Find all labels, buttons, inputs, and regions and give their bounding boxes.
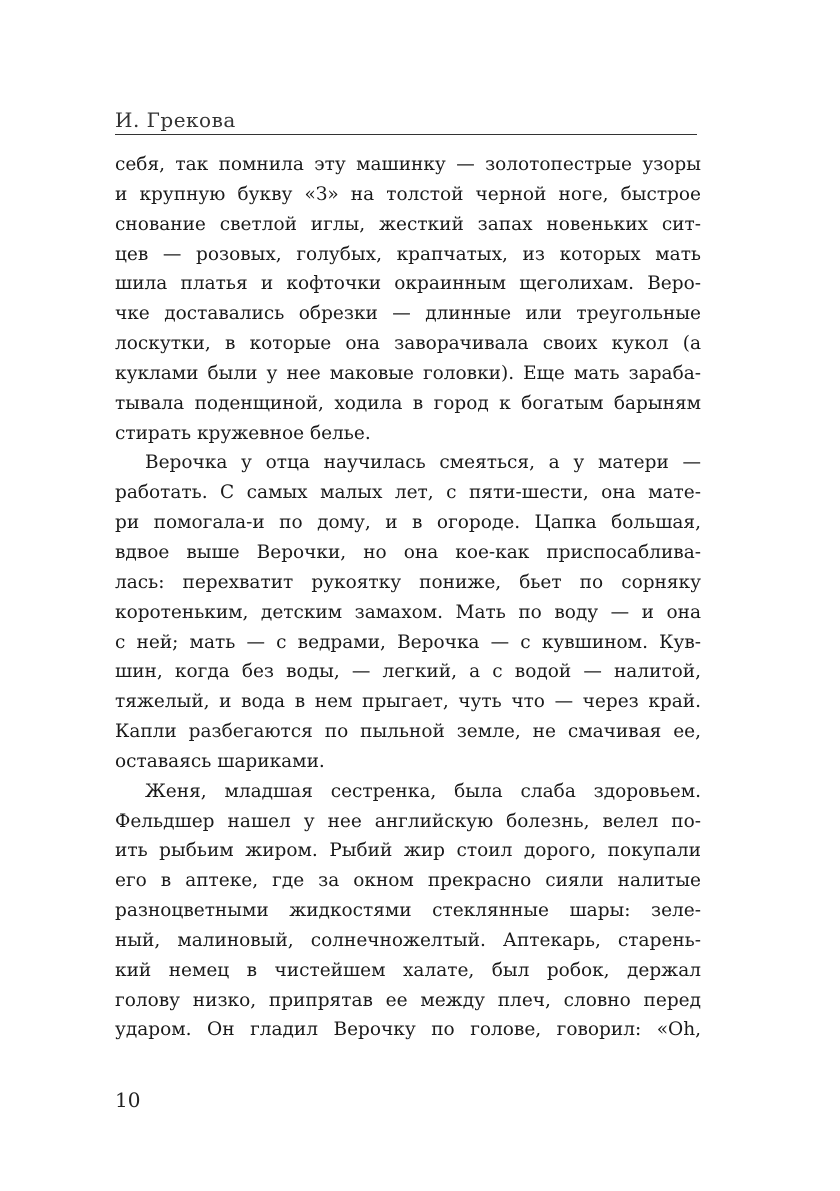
text-line: лась: перехватит рукоятку пониже, бьет по сорняку <box>115 571 701 593</box>
text-line: чке доставались обрезки — длинные или треугольные <box>115 303 701 325</box>
text-line: Капли разбегаются по пыльной земле, не смачивая ее, <box>115 721 701 743</box>
text-line: снование светлой иглы, жесткий запах новеньких сит- <box>115 213 701 235</box>
page-number: 10 <box>115 1088 141 1112</box>
text-line: ный, малиновый, солнечножелтый. Аптекарь, старень- <box>115 929 701 951</box>
running-head-author: И. Грекова <box>115 108 236 132</box>
paragraph-first-line: Женя, младшая сестренка, была слаба здоровьем. <box>145 780 701 802</box>
header-rule <box>115 134 697 135</box>
text-line: его в аптеке, где за окном прекрасно сияли налитые <box>115 870 701 892</box>
text-line: шила платья и кофточки окраинным щеголихам. Веро- <box>115 273 701 295</box>
text-line: вдвое выше Верочки, но она кое-как приспосаблива- <box>115 541 701 563</box>
text-line: стирать кружевное белье. <box>115 422 371 444</box>
text-line: с ней; мать — с ведрами, Верочка — с кувшином. Кув- <box>115 631 701 653</box>
text-line: себя, так помнила эту машинку — золотопестрые узоры <box>115 154 701 175</box>
text-line: шин, когда без воды, — легкий, а с водой — налитой, <box>115 661 701 683</box>
text-line: Фельдшер нашел у нее английскую болезнь, велел по- <box>115 810 701 832</box>
paragraph-first-line: Верочка у отца научилась смеяться, а у матери — <box>145 452 701 474</box>
text-line: тывала поденщиной, ходила в город к богатым барыням <box>115 392 701 414</box>
text-line: и крупную букву «З» на толстой черной ноге, быстрое <box>115 183 701 205</box>
text-line: коротеньким, детским замахом. Мать по воду — и она <box>115 601 701 623</box>
text-line: разноцветными жидкостями стеклянные шары: зеле- <box>115 900 701 922</box>
text-line: кий немец в чистейшем халате, был робок, держал <box>115 959 701 981</box>
text-line: голову низко, припрятав ее между плеч, словно перед <box>115 989 701 1011</box>
text-line: цев — розовых, голубых, крапчатых, из которых мать <box>115 243 701 265</box>
text-line: лоскутки, в которые она заворачивала своих кукол (а <box>115 333 701 355</box>
text-line: работать. С самых малых лет, с пяти-шести, она мате- <box>115 482 701 504</box>
text-line: ударом. Он гладил Верочку по голове, говорил: «Oh, <box>115 1019 701 1041</box>
text-line: куклами были у нее маковые головки). Еще мать зараба- <box>115 362 701 384</box>
text-line: оставаясь шариками. <box>115 750 325 772</box>
text-line: ить рыбьим жиром. Рыбий жир стоил дорого, покупали <box>115 840 701 862</box>
body-text <box>115 150 701 1045</box>
text-line: ри помогала-и по дому, и в огороде. Цапка большая, <box>115 512 701 534</box>
text-line: тяжелый, и вода в нем прыгает, чуть что — через край. <box>115 691 701 713</box>
